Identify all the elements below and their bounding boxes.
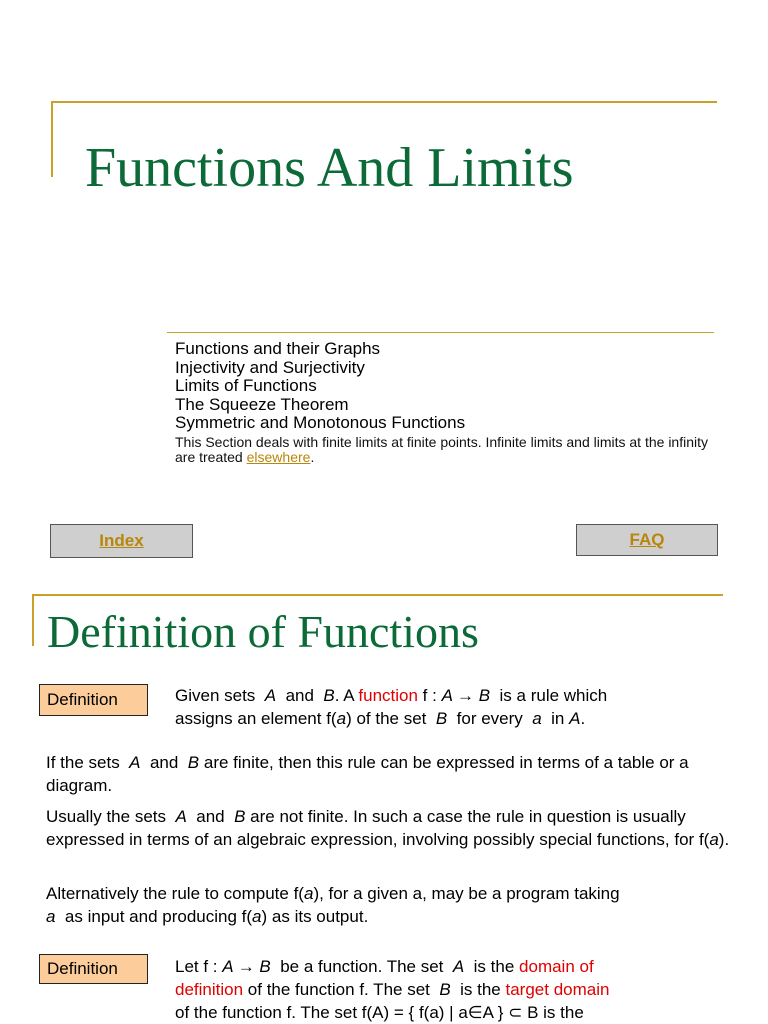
var-B: B <box>439 980 451 999</box>
var-A: A <box>452 957 465 976</box>
text: Let f : <box>175 957 218 976</box>
text: Usually the sets <box>46 807 166 826</box>
var-a: a <box>252 907 262 926</box>
definition-label-2: Definition <box>39 954 148 984</box>
section-top-rule <box>32 594 723 596</box>
var-a: a <box>336 709 347 728</box>
text: ), for a given a, may be a program taking <box>313 884 620 903</box>
definition-text-1 <box>175 684 735 730</box>
text: for every <box>456 709 523 728</box>
faq-button[interactable]: FAQ <box>576 524 718 556</box>
section-left-rule <box>32 594 34 646</box>
elsewhere-link[interactable]: elsewhere <box>246 448 311 465</box>
section-title: Definition of Functions <box>47 606 479 657</box>
text: Alternatively the rule to compute f( <box>46 884 304 903</box>
term-domain: domain of <box>519 957 594 976</box>
text: ). <box>718 830 730 849</box>
paragraph-finite-sets <box>46 751 736 797</box>
text: Given sets <box>175 686 256 705</box>
toc-item[interactable]: Limits of Functions <box>175 376 317 395</box>
section-note <box>175 435 715 465</box>
var-B: B <box>187 753 200 772</box>
text: and <box>149 753 179 772</box>
text: assigns an element f( <box>175 709 337 728</box>
var-B: B <box>323 686 335 705</box>
term-target-domain: target domain <box>505 980 610 999</box>
index-button[interactable]: Index <box>50 524 193 558</box>
toc-item[interactable]: Injectivity and Surjectivity <box>175 357 365 377</box>
text: of the function f. The set <box>247 980 430 999</box>
var-A: A <box>569 709 581 728</box>
var-a: a <box>709 830 719 849</box>
text: and <box>285 686 314 705</box>
definition-label-1: Definition <box>39 684 148 716</box>
var-A: A <box>264 686 277 705</box>
var-B: B <box>435 709 448 728</box>
text: as input and producing f( <box>64 907 253 926</box>
paragraph-infinite-sets <box>46 805 736 851</box>
toc-item[interactable]: Symmetric and Monotonous Functions <box>175 413 466 432</box>
text: If the sets <box>46 753 120 772</box>
text: is the <box>460 980 501 999</box>
note-text: This Section deals with finite limits at finite points. Infinite limits and limits at the infinity are treated <box>175 433 708 465</box>
page-title: Functions And Limits <box>85 137 574 199</box>
toc-top-rule <box>167 332 714 333</box>
text: in <box>551 709 565 728</box>
var-A: A <box>129 753 141 772</box>
mapping: A → B <box>222 957 271 976</box>
var-a: a <box>532 709 542 728</box>
title-left-rule <box>51 101 53 177</box>
toc-list <box>175 340 715 465</box>
text: . <box>580 709 586 728</box>
var-a: a <box>303 884 314 903</box>
var-a: a <box>46 907 56 926</box>
toc-item[interactable]: Functions and their Graphs <box>175 339 381 358</box>
text: of the function f. The set f(A) = { f(a) | a∈A } ⊂ B is the <box>175 1003 584 1022</box>
text: ) of the set <box>346 709 427 728</box>
title-top-rule <box>51 101 717 103</box>
var-A: A <box>175 807 187 826</box>
text: . A <box>334 686 354 705</box>
paragraph-program <box>46 882 736 928</box>
term-function: function <box>358 686 418 705</box>
definition-text-2 <box>175 955 735 1024</box>
text: are finite, then this rule can be expressed in terms of a table or a diagram. <box>46 753 689 795</box>
var-B: B <box>234 807 246 826</box>
text: f : <box>422 686 437 705</box>
text: is a rule which <box>499 686 608 705</box>
note-end: . <box>310 448 315 465</box>
text: are not finite. In such a case the rule in question is usually expressed in terms of an algebraic expression, involving possibly special functions, for f( <box>46 807 710 849</box>
text: be a function. The set <box>280 957 444 976</box>
text: and <box>196 807 225 826</box>
toc-item[interactable]: The Squeeze Theorem <box>175 394 349 414</box>
text: is the <box>473 957 515 976</box>
mapping: A → B <box>441 686 491 705</box>
term-definition: definition <box>175 980 244 999</box>
text: ) as its output. <box>261 907 369 926</box>
